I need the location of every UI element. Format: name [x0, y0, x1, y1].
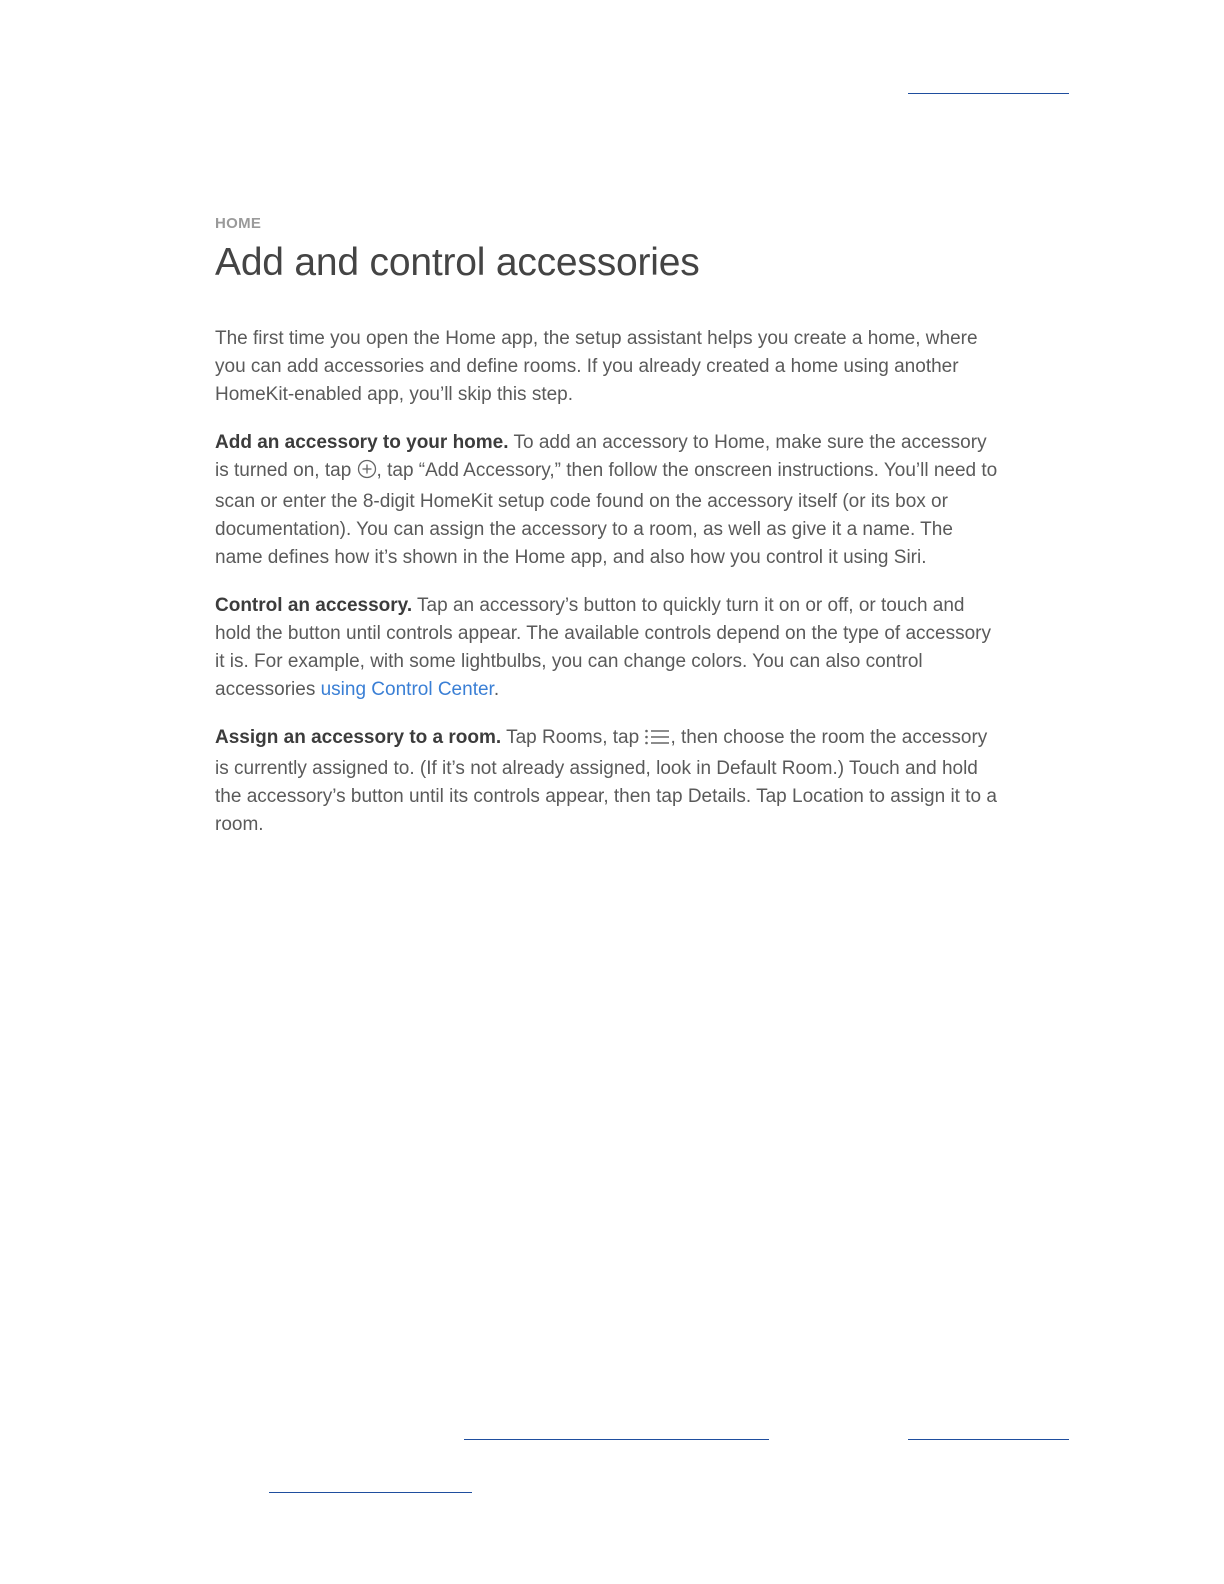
control-accessory-text-end: . — [493, 679, 500, 700]
footer-rule-left — [269, 1492, 472, 1493]
control-accessory-lead: Control an accessory. — [215, 595, 413, 616]
assign-room-text: Tap Rooms, tap — [501, 727, 645, 748]
footer-rule-center — [464, 1439, 769, 1440]
control-center-link[interactable]: using Control Center — [320, 679, 494, 700]
add-accessory-text-cont: , tap “Add Accessory,” then follow the onscreen instructions. You’ll need to scan or enter the 8-digit HomeKit setup code found on the accessory itself (or its box or documentation). You can assign the accessory to a room, as well as give it a name. The name defines how it’s shown in the Home app, and also how you control it using Siri. — [215, 460, 998, 568]
add-accessory-text: To add an accessory to Home, make sure the accessory is turned on, tap — [215, 432, 987, 481]
assign-room-paragraph — [215, 724, 1005, 839]
list-icon — [644, 727, 670, 755]
section-label: HOME — [215, 215, 262, 232]
control-accessory-paragraph — [215, 592, 1005, 704]
assign-room-text-cont: , then choose the room the accessory is currently assigned to. (If it’s not already assigned, look in Default Room.) Touch and hold the accessory’s button until its controls appear, then tap Details. Tap Location to assign it to a room. — [215, 727, 997, 835]
assign-room-lead: Assign an accessory to a room. — [215, 727, 502, 748]
control-accessory-text: Tap an accessory’s button to quickly turn it on or off, or touch and hold the button until controls appear. The available controls depend on the type of accessory it is. For example, with some lightbulbs, you can change colors. You can also control accessories — [215, 595, 991, 700]
add-accessory-lead: Add an accessory to your home. — [215, 432, 509, 453]
article — [215, 214, 1005, 839]
add-accessory-paragraph — [215, 429, 1005, 572]
page-title: Add and control accessories — [215, 241, 700, 284]
footer-rule-right — [908, 1439, 1069, 1440]
intro-paragraph: The first time you open the Home app, the setup assistant helps you create a home, where you can add accessories and define rooms. If you already created a home using another HomeKit-enabled app, you’ll skip this step. — [215, 328, 978, 405]
header-rule — [908, 93, 1069, 94]
plus-circle-icon — [357, 459, 377, 488]
